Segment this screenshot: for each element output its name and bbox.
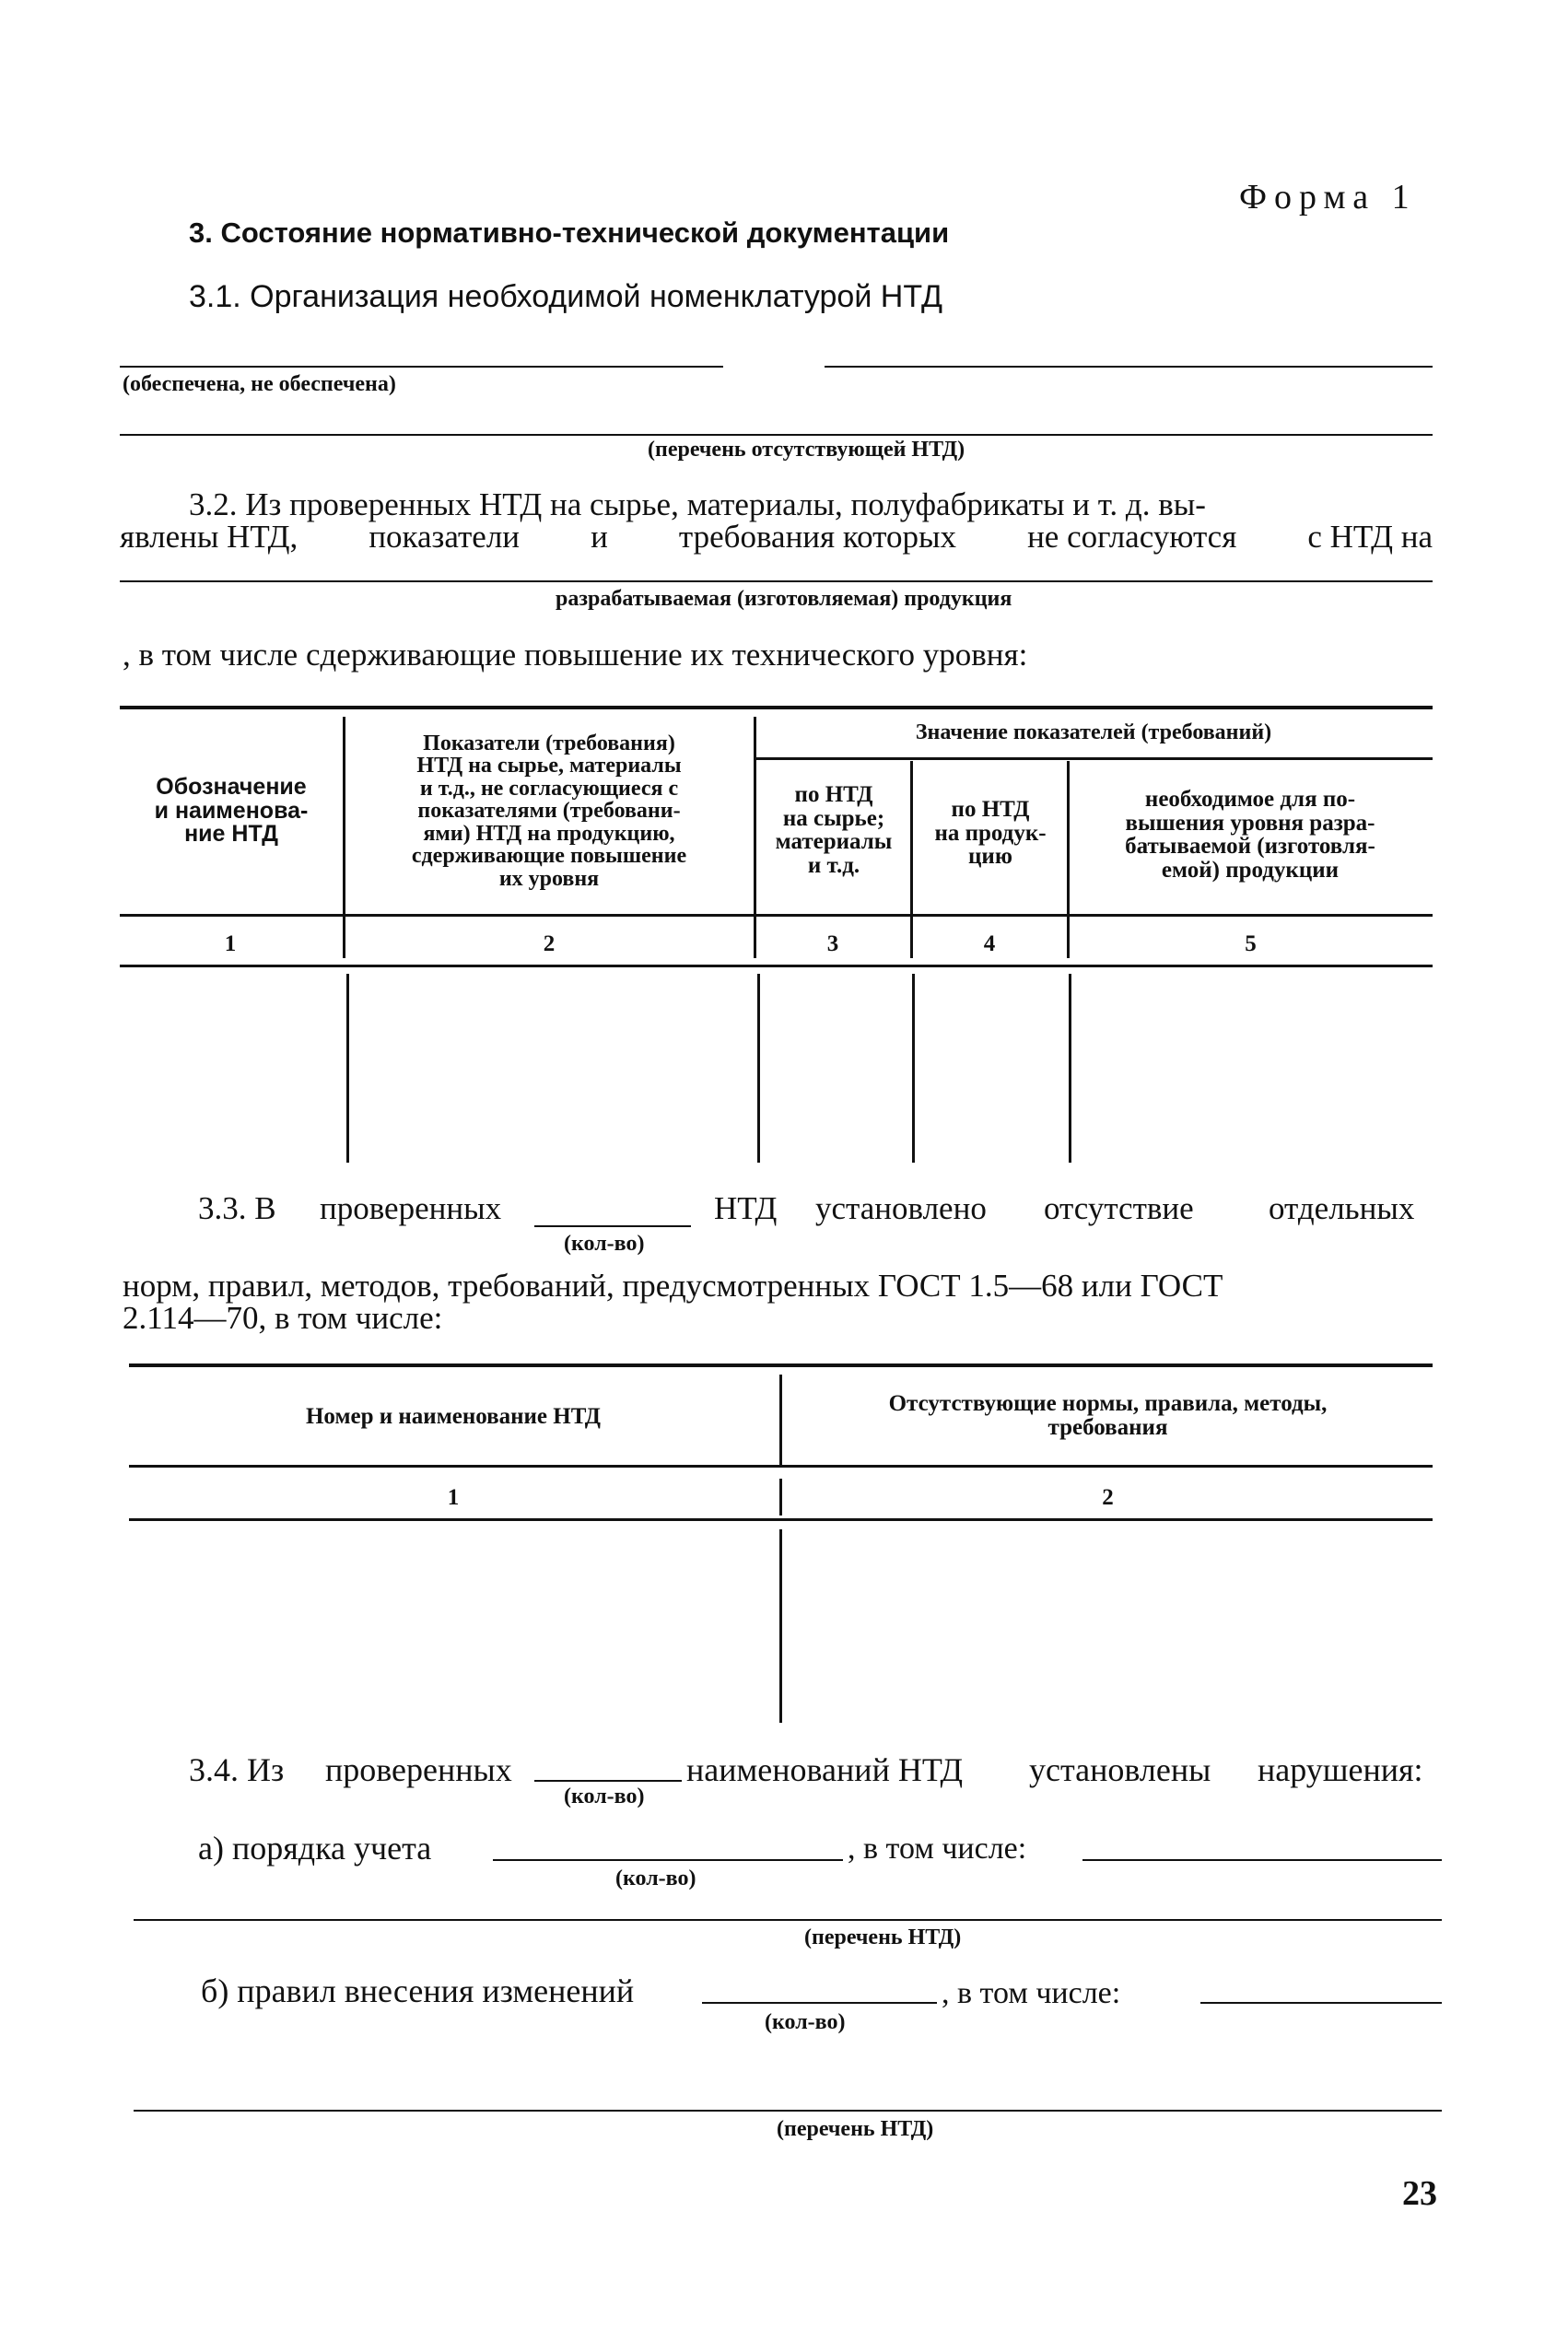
table2-header-ntd-name: Номер и наименование НТД	[305, 1404, 602, 1429]
paragraph-3-2-line1: 3.2. Из проверенных НТД на сырье, материалы, полуфабрикаты и т. д. вы-	[189, 486, 1206, 522]
table1-header-indicators: Показатели (требования) НТД на сырье, материалы и т.д., не согласующиеся с показателями (требовани- ями) НТД на продукцию, сдерживающие повышение их уровня	[411, 731, 687, 891]
caption-qty-3-3: (кол-во)	[564, 1232, 645, 1256]
table2-body-divider	[779, 1529, 782, 1723]
p34-part: проверенных	[325, 1751, 512, 1788]
p33-part: НТД	[714, 1190, 778, 1226]
paragraph-3-3-line2: норм, правил, методов, требований, предусмотренных ГОСТ 1.5—68 или ГОСТ	[123, 1268, 1223, 1304]
paragraph-3-4-line1	[189, 1753, 1442, 1790]
input-line-list-b-full[interactable]	[134, 2110, 1442, 2112]
table1-divider-4	[1067, 761, 1070, 958]
table1-divider-2	[754, 717, 756, 958]
table1-top-border	[120, 706, 1433, 709]
p33-part: установлено	[815, 1190, 987, 1226]
table1-header-product-ntd: по НТД на продук- цию	[934, 797, 1047, 869]
caption-list-a: (перечень НТД)	[804, 1925, 962, 1949]
table1-col-number: 1	[224, 931, 237, 956]
table2-number-divider	[779, 1479, 782, 1516]
input-line-provision-2[interactable]	[825, 366, 1433, 368]
table1-col-number: 2	[543, 931, 556, 956]
paragraph-3-3-line1	[198, 1192, 1433, 1229]
table2-col-number: 2	[1102, 1485, 1114, 1510]
table1-col-number: 3	[826, 931, 839, 956]
input-line-qty-3-4[interactable]	[534, 1780, 682, 1782]
table1-header-raw-ntd: по НТД на сырье; материалы и т.д.	[775, 782, 893, 878]
input-line-qty-a[interactable]	[493, 1859, 843, 1861]
table1-divider-1	[343, 717, 345, 958]
p32-part: явлены НТД,	[120, 519, 298, 555]
table1-body-divider-3	[912, 974, 915, 1163]
p34-part: нарушения:	[1258, 1751, 1423, 1788]
item-b-label: б) правил внесения изменений	[201, 1972, 635, 2009]
table2-header-bottom	[129, 1465, 1433, 1468]
table1-group-divider	[755, 757, 1433, 760]
page-number: 23	[1402, 2174, 1437, 2213]
p32-part: не согласуются	[1027, 519, 1237, 555]
table1-col-number: 5	[1245, 931, 1257, 956]
caption-qty-a: (кол-во)	[615, 1867, 696, 1890]
table1-body-divider-1	[346, 974, 349, 1163]
caption-provided: (обеспечена, не обеспечена)	[123, 372, 396, 396]
section-title: 3. Состояние нормативно-технической документации	[189, 217, 950, 249]
p32-part: и	[591, 519, 608, 555]
table1-body-divider-2	[757, 974, 760, 1163]
table1-col-number: 4	[983, 931, 996, 956]
item-a-label: а) порядка учета	[198, 1830, 432, 1867]
p34-part: 3.4. Из	[189, 1751, 285, 1788]
p32-part: показатели	[369, 519, 521, 555]
p33-part: отдельных	[1269, 1190, 1415, 1226]
item-b-tail: , в том числе:	[942, 1976, 1121, 2010]
paragraph-3-1: 3.1. Организация необходимой номенклатурой НТД	[189, 279, 942, 314]
table2-number-row-bottom	[129, 1518, 1433, 1521]
table2-top-border	[129, 1363, 1433, 1367]
input-line-list-a[interactable]	[1082, 1859, 1442, 1861]
caption-qty-b: (кол-во)	[765, 2010, 846, 2034]
input-line-provision[interactable]	[120, 366, 723, 368]
caption-product: разрабатываемая (изготовляемая) продукция	[556, 587, 1012, 611]
caption-list-b: (перечень НТД)	[777, 2117, 934, 2141]
table1-header-group: Значение показателей (требований)	[915, 720, 1272, 744]
p32-part: с НТД на	[1307, 519, 1433, 555]
table1-number-row-bottom	[120, 965, 1433, 967]
input-line-product[interactable]	[120, 580, 1433, 582]
caption-missing-list: (перечень отсутствующей НТД)	[648, 438, 965, 462]
p33-part: 3.3. В	[198, 1190, 276, 1226]
paragraph-3-2-line2	[120, 521, 1433, 553]
table2-col-number: 1	[447, 1485, 460, 1510]
table2-header-missing: Отсутствующие нормы, правила, методы, требования	[888, 1391, 1328, 1440]
input-line-missing-ntd[interactable]	[120, 434, 1433, 436]
item-a-tail: , в том числе:	[848, 1832, 1027, 1866]
input-line-qty-3-3[interactable]	[534, 1225, 691, 1227]
p33-part: проверенных	[320, 1190, 502, 1226]
p32-part: требования которых	[678, 519, 956, 555]
p34-part: установлены	[1029, 1751, 1211, 1788]
table1-header-ntd-name: Обозначение и наименова- ние НТД	[154, 774, 309, 847]
table1-header-required: необходимое для по- вышения уровня разра- батываемой (изготовля- емой) продукции	[1125, 787, 1375, 883]
table2-divider	[779, 1375, 782, 1467]
paragraph-3-3-line3: 2.114—70, в том числе:	[123, 1300, 443, 1336]
input-line-list-b[interactable]	[1200, 2002, 1442, 2004]
table1-divider-3	[910, 761, 913, 958]
table1-body-divider-4	[1069, 974, 1071, 1163]
form-label: Форма 1	[1239, 178, 1417, 217]
input-line-list-a-full[interactable]	[134, 1919, 1442, 1921]
table1-header-bottom	[120, 914, 1433, 917]
p34-part: наименований НТД	[686, 1751, 964, 1788]
caption-qty-3-4: (кол-во)	[564, 1785, 645, 1808]
p33-part: отсутствие	[1044, 1190, 1194, 1226]
paragraph-3-2-line3: , в том числе сдерживающие повышение их технического уровня:	[123, 637, 1028, 673]
input-line-qty-b[interactable]	[702, 2002, 937, 2004]
